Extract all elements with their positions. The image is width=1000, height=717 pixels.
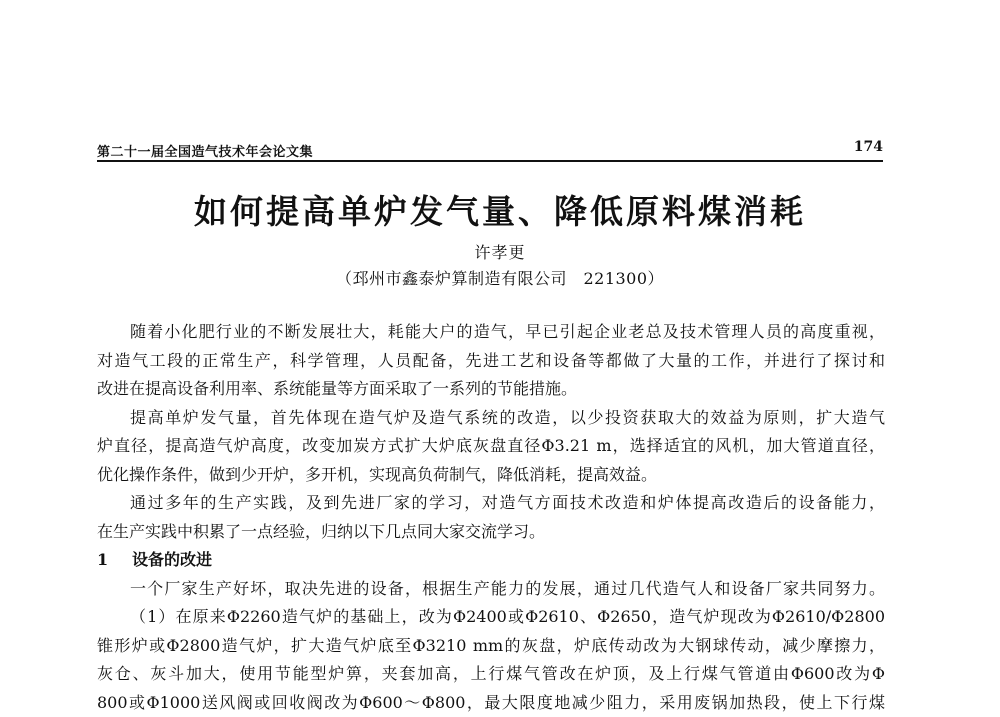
body-line: 一个厂家生产好坏，取决先进的设备，根据生产能力的发展，通过几代造气人和设备厂家共同努力。	[97, 575, 885, 604]
author-name: 许孝更	[0, 240, 1000, 263]
body-line: 提高单炉发气量，首先体现在造气炉及造气系统的改造，以少投资获取大的效益为原则，扩大造气	[97, 404, 885, 433]
page-number: 174	[854, 139, 883, 155]
body-line: 在生产实践中积累了一点经验，归纳以下几点同大家交流学习。	[97, 518, 885, 547]
section-title: 设备的改进	[132, 550, 212, 569]
body-line: 锥形炉或Φ2800造气炉，扩大造气炉底至Φ3210 mm的灰盘，炉底传动改为大钢球传动，减少摩擦力，	[97, 632, 885, 661]
body-line: 800或Φ1000送风阀或回收阀改为Φ600～Φ800，最大限度地减少阻力，采用废锅加热段，使上下行煤	[97, 689, 885, 717]
section-number: 1	[97, 546, 132, 575]
body-line: 改进在提高设备利用率、系统能量等方面采取了一系列的节能措施。	[97, 375, 885, 404]
body-line: 优化操作条件，做到少开炉，多开机，实现高负荷制气，降低消耗，提高效益。	[97, 461, 885, 490]
body-line: 通过多年的生产实践，及到先进厂家的学习，对造气方面技术改造和炉体提高改造后的设备能力，	[97, 489, 885, 518]
running-header	[97, 138, 883, 162]
paper-title: 如何提高单炉发气量、降低原料煤消耗	[0, 186, 1000, 233]
body-text	[97, 318, 885, 717]
body-line: 对造气工段的正常生产，科学管理，人员配备，先进工艺和设备等都做了大量的工作，并进行了探讨和	[97, 347, 885, 376]
section-heading	[97, 546, 885, 575]
body-line: 炉直径，提高造气炉高度，改变加炭方式扩大炉底灰盘直径Φ3.21 m，选择适宜的风机，加大管道直径，	[97, 432, 885, 461]
author-affiliation: （邳州市鑫泰炉算制造有限公司 221300）	[0, 266, 1000, 289]
body-line: 灰仓、灰斗加大，使用节能型炉箅，夹套加高，上行煤气管改在炉顶，及上行煤气管道由Φ600改为Φ	[97, 660, 885, 689]
body-line: 随着小化肥行业的不断发展壮大，耗能大户的造气，早已引起企业老总及技术管理人员的高度重视，	[97, 318, 885, 347]
body-line: （1）在原来Φ2260造气炉的基础上，改为Φ2400或Φ2610、Φ2650，造气炉现改为Φ2610/Φ2800	[97, 603, 885, 632]
conference-name: 第二十一届全国造气技术年会论文集	[97, 141, 313, 160]
